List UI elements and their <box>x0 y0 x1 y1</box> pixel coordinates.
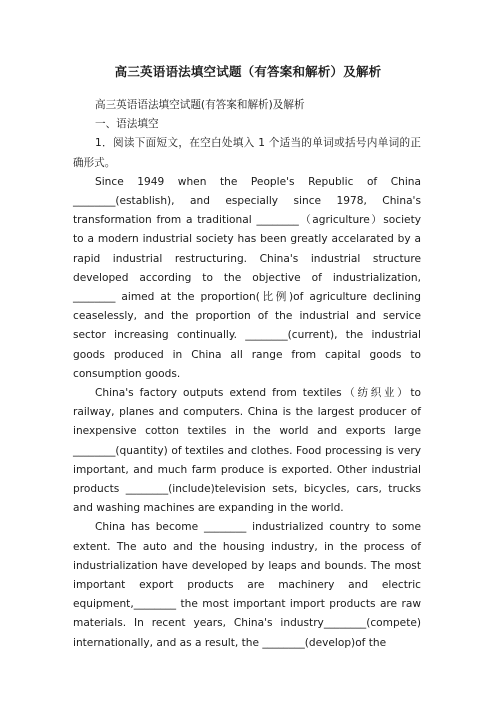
section-heading: 一、语法填空 <box>95 118 159 131</box>
question-instruction: 1．阅读下面短文，在空白处填入 1 个适当的单词或括号内单词的正确形式。 <box>73 137 421 169</box>
document-subtitle: 高三英语语法填空试题(有答案和解析)及解析 <box>95 99 305 111</box>
document-body <box>73 96 421 653</box>
passage-paragraph-2: China's factory outputs extend from textiles（纺织业）to railway, planes and computers. China is the largest producer of inexpensive cotton textiles in the world and exports large ________(quantity) of textiles and clothes. Food processing is very important, and much farm produce is exported. Other industrial products ________(include)television sets, bicycles, cars, trucks and washing machines are expanding in the world. <box>73 387 421 515</box>
document-title: 高三英语语法填空试题（有答案和解析）及解析 <box>114 64 382 79</box>
passage-paragraph-3: China has become ________ industrialized country to some extent. The auto and the housing industry, in the process of industrialization have developed by leaps and bounds. The most important export products are machinery and electric equipment,________ the most important import products are raw materials. In recent years, China's industry________(compete) internationally, and as a result, the ________(develop)of the <box>73 521 421 649</box>
passage-paragraph-1: Since 1949 when the People's Republic of China ________(establish), and especially since 1978, China's transformation from a traditional ________（agriculture）society to a modern industrial society has been greatly accelarated by a rapid industrial restructuring. China's industrial structure developed according to the objective of industrialization, ________ aimed at the proportion(比例)of agriculture declining ceaselessly, and the proportion of the industrial and service sector increasing continually. ________(current), the industrial goods produced in China all range from capital goods to consumption goods. <box>73 175 421 380</box>
